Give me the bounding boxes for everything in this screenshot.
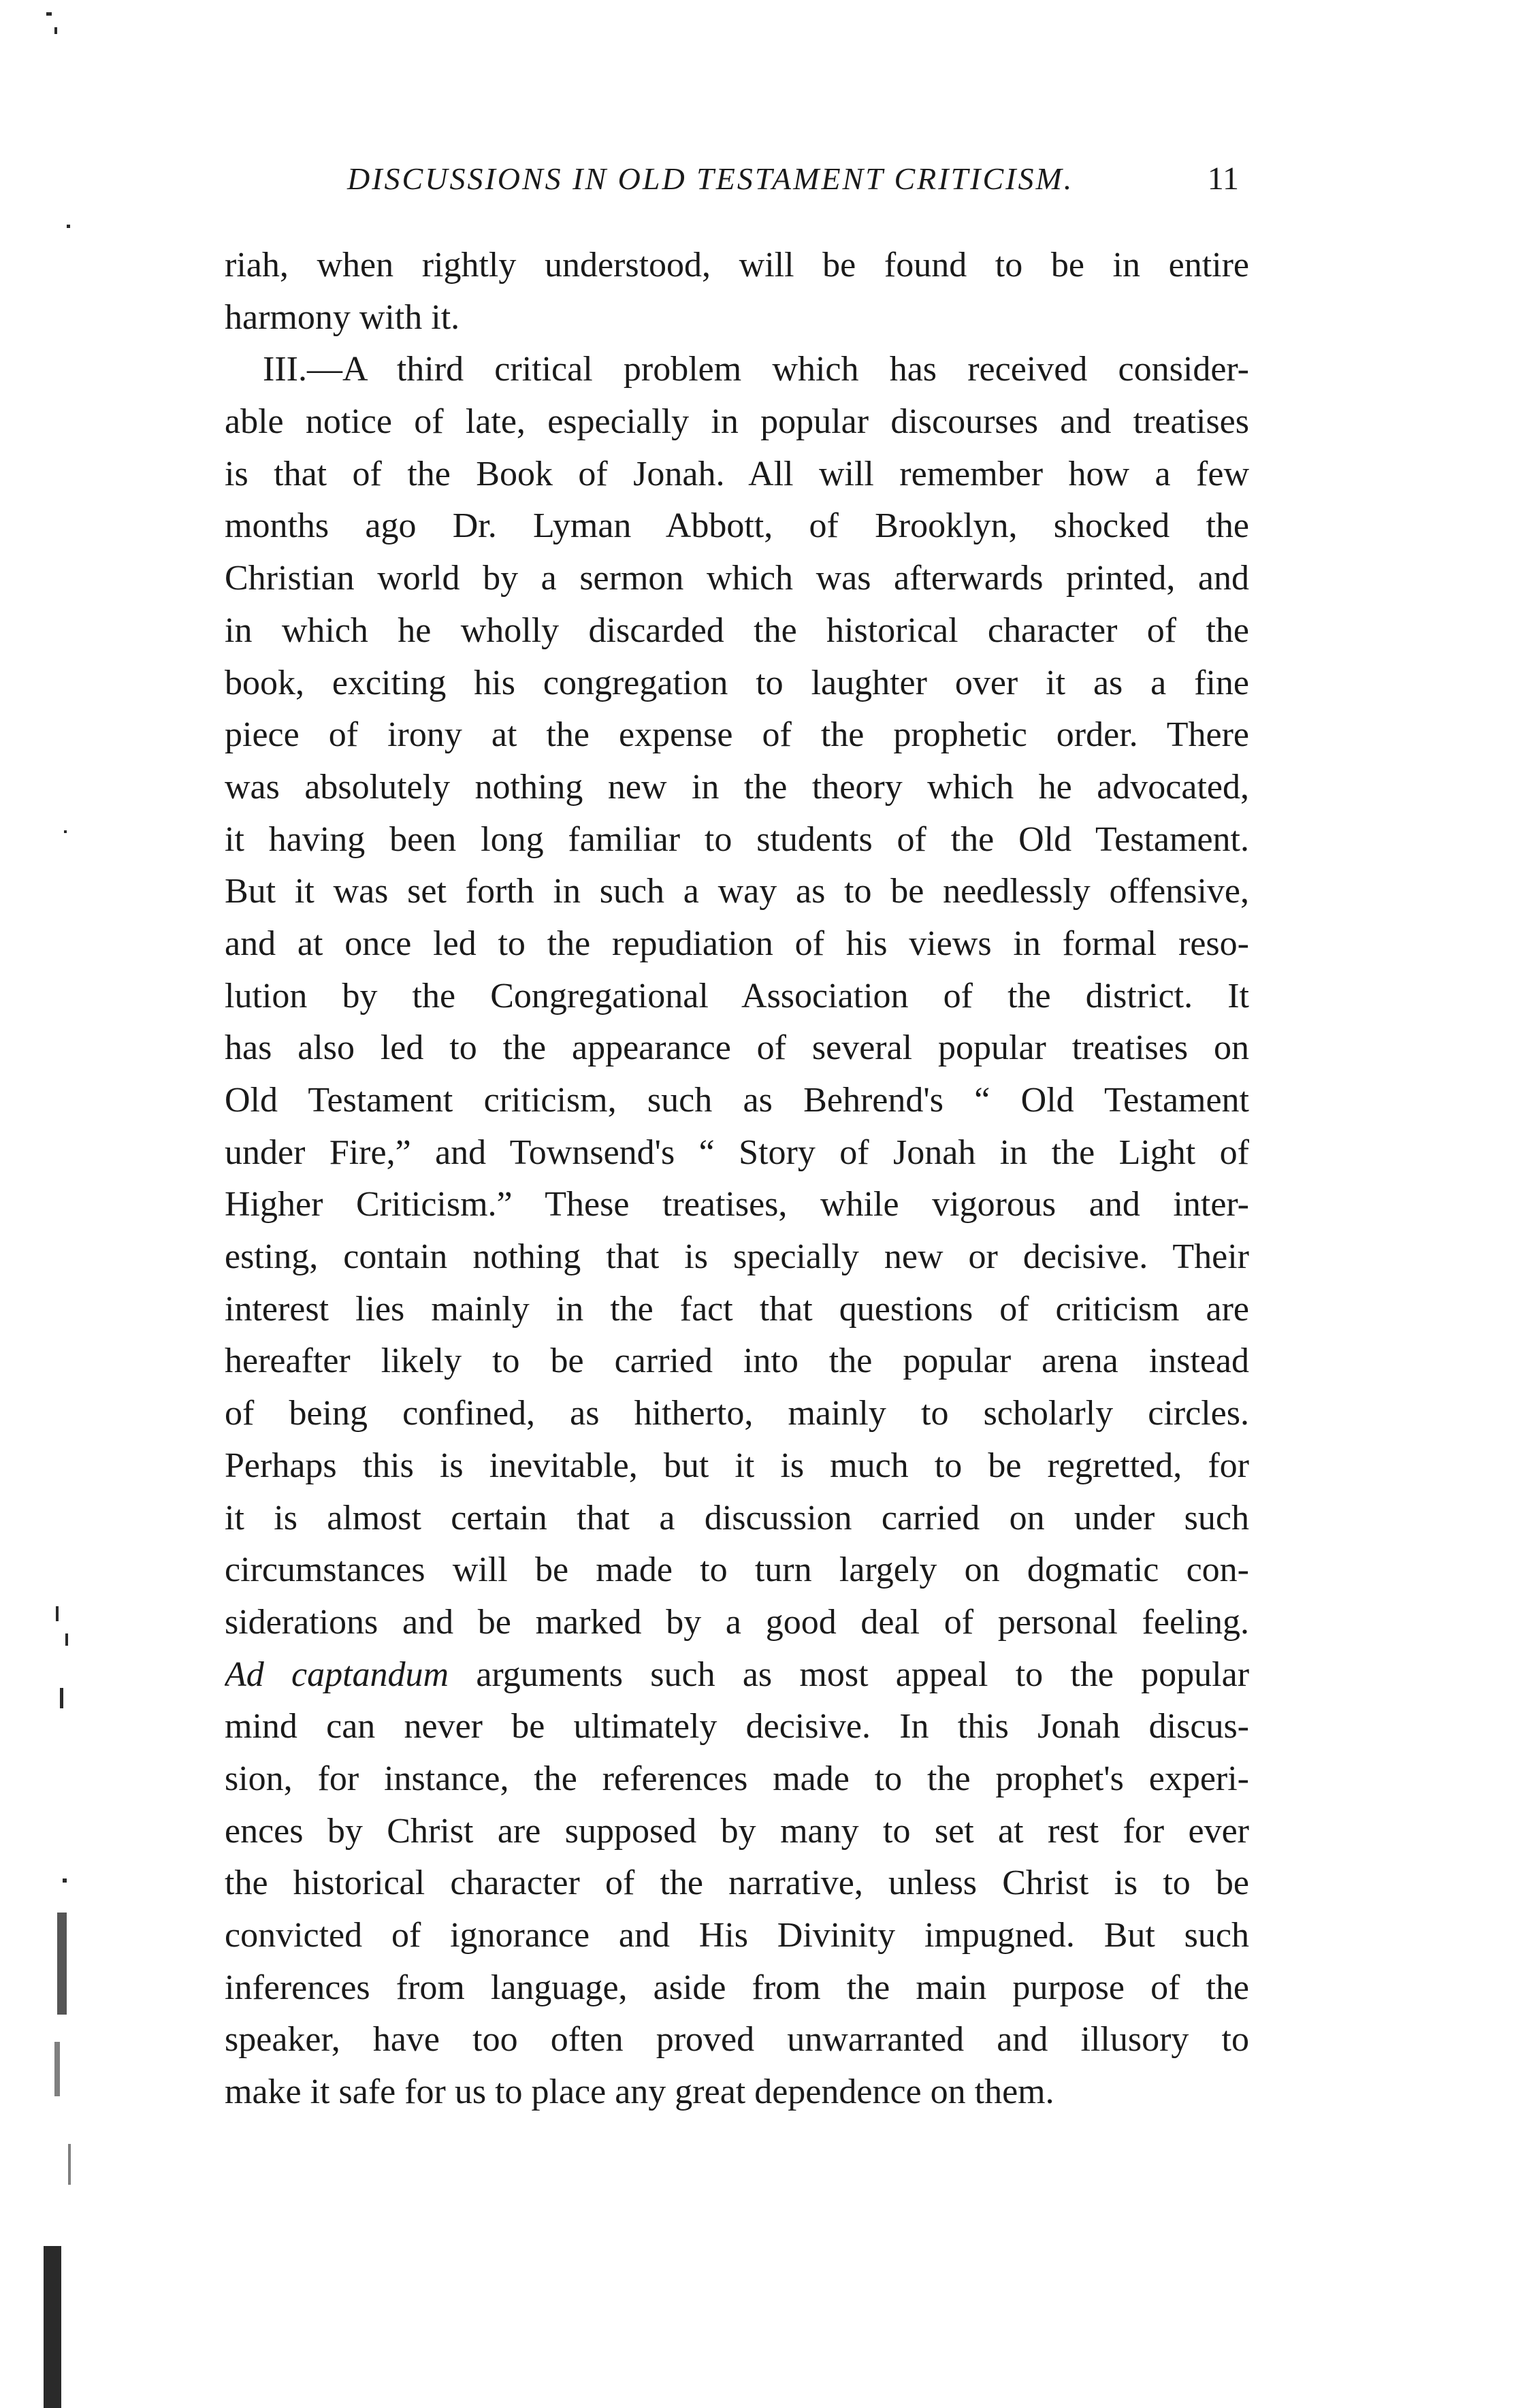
scan-speck (60, 1688, 63, 1708)
text-line: book, exciting his congregation to laughter over it as a fine (225, 663, 1249, 702)
text-line: able notice of late, especially in popular discourses and treatises (225, 402, 1249, 442)
text-line: the historical character of the narrative, unless Christ is to be (225, 1864, 1249, 1903)
text-line: interest lies mainly in the fact that questions of criticism are (225, 1289, 1249, 1329)
scan-binding-edge (44, 2246, 61, 2408)
text-line: Higher Criticism.” These treatises, while vigorous and inter- (225, 1185, 1249, 1224)
scan-speck (54, 27, 57, 34)
text-line: mind can never be ultimately decisive. In this Jonah discus- (225, 1707, 1249, 1746)
text-line: harmony with it. (225, 297, 460, 337)
scan-speck (64, 830, 67, 833)
text-line: riah, when rightly understood, will be found to be in entire (225, 246, 1249, 284)
scan-speck (54, 2042, 60, 2096)
text-line: lution by the Congregational Association of the district. It (225, 976, 1249, 1015)
text-line: ences by Christ are supposed by many to set at rest for ever (225, 1811, 1249, 1851)
text-line: Perhaps this is inevitable, but it is much to be regretted, for (225, 1446, 1249, 1485)
text-line: inferences from language, aside from the main purpose of the (225, 1968, 1249, 2007)
text-line: under Fire,” and Townsend's “ Story of Jonah in the Light of (225, 1133, 1249, 1172)
text-line: convicted of ignorance and His Divinity impugned. But such (225, 1916, 1249, 1955)
text-line: sion, for instance, the references made to the prophet's experi- (225, 1759, 1249, 1798)
scan-speck (63, 1878, 67, 1883)
text-line: it having been long familiar to students of the Old Testament. (225, 819, 1249, 859)
text-line: months ago Dr. Lyman Abbott, of Brooklyn, shocked the (225, 506, 1249, 546)
scan-speck (57, 1913, 67, 2015)
text-line: III.—A third critical problem which has received consider- (263, 350, 1249, 389)
body-text (225, 240, 1249, 2119)
page-number: 11 (1207, 161, 1239, 197)
page-header (225, 155, 1246, 203)
running-title: DISCUSSIONS IN OLD TESTAMENT CRITICISM. (347, 161, 1074, 196)
scan-speck (46, 12, 52, 16)
text-line: Christian world by a sermon which was afterwards printed, and (225, 559, 1249, 598)
italic-phrase: Ad captandum (225, 1655, 449, 1694)
text-line: is that of the Book of Jonah. All will remember how a few (225, 454, 1249, 493)
text-line: has also led to the appearance of several popular treatises on (225, 1028, 1249, 1068)
text-line: in which he wholly discarded the historical character of the (225, 611, 1249, 650)
text-line: make it safe for us to place any great dependence on them. (225, 2072, 1054, 2112)
scan-speck (68, 2144, 71, 2185)
text-line: speaker, have too often proved unwarranted and illusory to (225, 2020, 1249, 2060)
text-line: and at once led to the repudiation of his views in formal reso- (225, 924, 1249, 963)
text-line: But it was set forth in such a way as to be needlessly offensive, (225, 872, 1249, 911)
text-line: it is almost certain that a discussion carried on under such (225, 1498, 1249, 1537)
text-line: siderations and be marked by a good deal of personal feeling. (225, 1602, 1249, 1642)
text-line: Old Testament criticism, such as Behrend's “ Old Testament (225, 1081, 1249, 1120)
text-line: of being confined, as hitherto, mainly to scholarly circles. (225, 1394, 1249, 1433)
scan-speck (56, 1606, 59, 1621)
text-line: esting, contain nothing that is specially new or decisive. Their (225, 1237, 1249, 1277)
text-line-italic-lead (225, 1649, 1249, 1702)
text-line-rest: arguments such as most appeal to the popular (476, 1655, 1249, 1694)
scan-speck (67, 225, 70, 228)
text-line: piece of irony at the expense of the prophetic order. There (225, 715, 1249, 755)
text-line: circumstances will be made to turn largely on dogmatic con- (225, 1550, 1249, 1590)
text-line: was absolutely nothing new in the theory which he advocated, (225, 767, 1249, 807)
text-line: hereafter likely to be carried into the popular arena instead (225, 1341, 1249, 1381)
scan-speck (65, 1633, 68, 1646)
